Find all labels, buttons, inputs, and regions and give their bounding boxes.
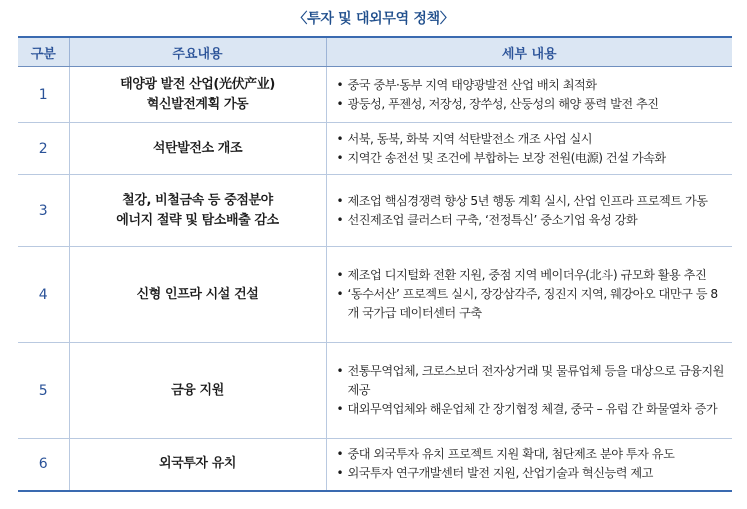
row-detail <box>326 123 732 175</box>
row-number: 2 <box>18 123 69 175</box>
row-number: 3 <box>18 175 69 247</box>
detail-item: • 광둥성, 푸젠성, 저장성, 장쑤성, 산둥성의 해양 풍력 발전 추진 <box>335 95 727 114</box>
detail-item: • 선진제조업 클러스터 구축, ‘전정특신’ 중소기업 육성 강화 <box>335 211 727 230</box>
table-row <box>18 67 732 123</box>
header-no: 구분 <box>18 37 69 67</box>
detail-item: • 서북, 동북, 화북 지역 석탄발전소 개조 사업 실시 <box>335 130 727 149</box>
row-number: 4 <box>18 247 69 343</box>
policy-table <box>18 36 732 492</box>
main-line: 석탄발전소 개조 <box>152 140 243 156</box>
detail-item: • 대외무역업체와 해운업체 간 장기협정 체결, 중국 – 유럽 간 화물열차 증가 <box>335 400 727 419</box>
main-line: 외국투자 유치 <box>158 456 237 472</box>
table-row <box>18 123 732 175</box>
table-row <box>18 343 732 439</box>
table-row <box>18 175 732 247</box>
header-main: 주요내용 <box>69 37 326 67</box>
row-main-content <box>69 67 326 123</box>
row-detail <box>326 439 732 491</box>
row-main-content <box>69 247 326 343</box>
row-main-content <box>69 343 326 439</box>
row-number: 1 <box>18 67 69 123</box>
main-line: 철강, 비철금속 등 중점분야 <box>122 192 273 208</box>
header-detail: 세부 내용 <box>326 37 732 67</box>
table-caption: 〈투자 및 대외무역 정책〉 <box>293 11 454 27</box>
main-line: 태양광 발전 산업(光伏产业) <box>120 76 275 92</box>
detail-item: • 중대 외국투자 유치 프로젝트 지원 확대, 첨단제조 분야 투자 유도 <box>335 445 727 464</box>
detail-item: • ‘동수서산’ 프로젝트 실시, 장강삼각주, 징진지 지역, 웨강아오 대만구 등 8개 국가급 데이터센터 구축 <box>335 285 727 323</box>
detail-item: • 외국투자 연구개발센터 발전 지원, 산업기술과 혁신능력 제고 <box>335 464 727 483</box>
detail-item: • 제조업 핵심경쟁력 향상 5년 행동 계획 실시, 산업 인프라 프로젝트 가동 <box>335 192 727 211</box>
main-line: 신형 인프라 시설 건설 <box>136 286 259 302</box>
main-line: 금융 지원 <box>171 382 224 398</box>
row-main-content <box>69 123 326 175</box>
detail-item: • 전통무역업체, 크로스보더 전자상거래 및 물류업체 등을 대상으로 금융지원 제공 <box>335 362 727 400</box>
detail-item: • 지역간 송전선 및 조건에 부합하는 보장 전원(电源) 건설 가속화 <box>335 149 727 168</box>
row-main-content <box>69 439 326 491</box>
main-line: 혁신발전계획 가동 <box>146 96 249 112</box>
detail-item: • 제조업 디지털화 전환 지원, 중점 지역 베이더우(北斗) 규모화 활용 추진 <box>335 266 727 285</box>
table-row <box>18 439 732 491</box>
main-line: 에너지 절략 및 탐소배출 감소 <box>116 212 279 228</box>
detail-item: • 중국 중부·동부 지역 태양광발전 산업 배치 최적화 <box>335 76 727 95</box>
row-detail <box>326 343 732 439</box>
table-header-row <box>18 37 732 67</box>
row-number: 6 <box>18 439 69 491</box>
row-number: 5 <box>18 343 69 439</box>
row-detail <box>326 175 732 247</box>
row-main-content <box>69 175 326 247</box>
table-row <box>18 247 732 343</box>
row-detail <box>326 247 732 343</box>
row-detail <box>326 67 732 123</box>
